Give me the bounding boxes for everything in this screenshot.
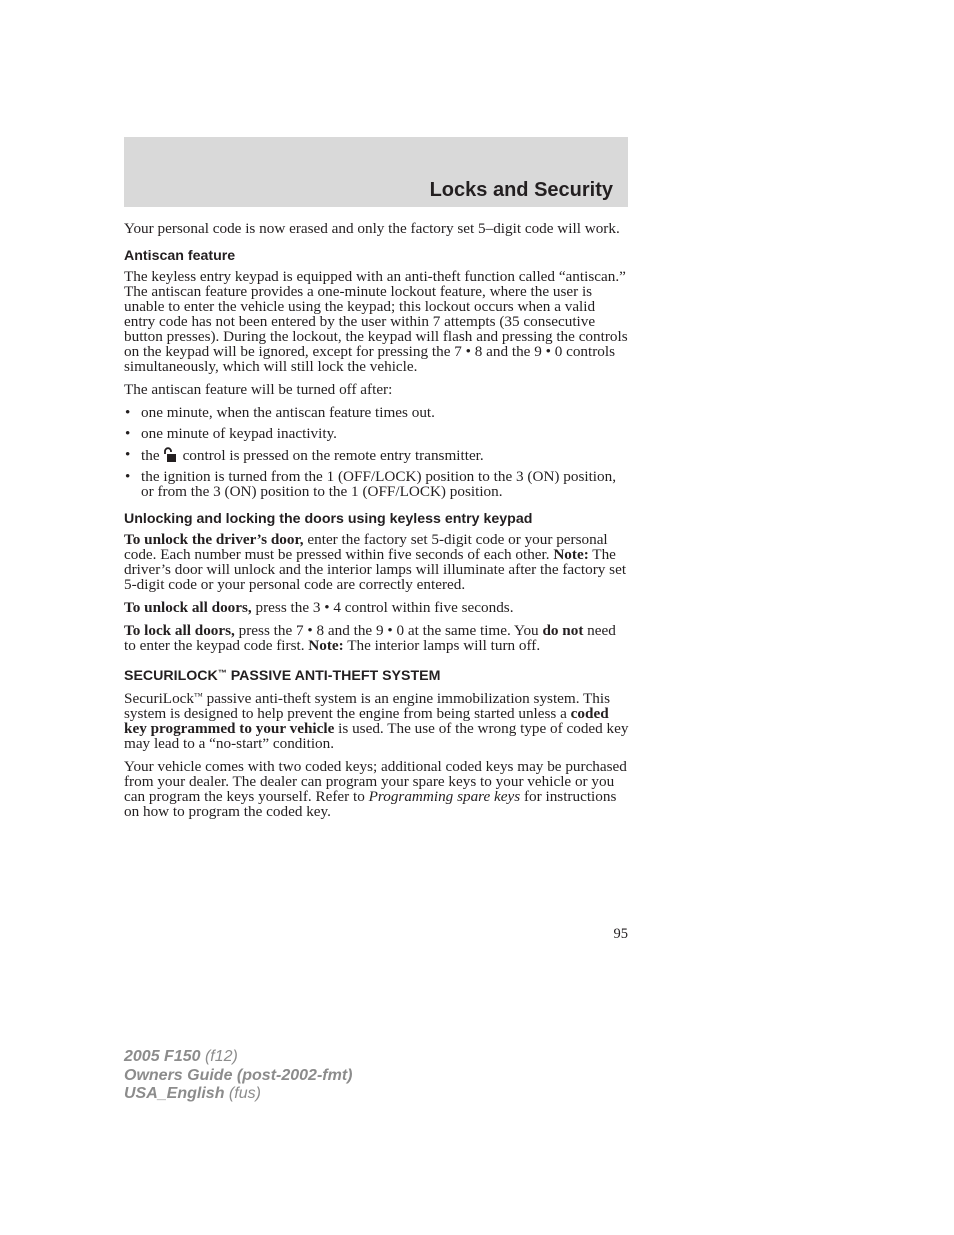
- text: is used. The use of the wrong type of coded key may lead to a “no-start” condition.: [124, 720, 629, 752]
- bullet3-post: control is pressed on the remote entry transmitter.: [182, 447, 484, 464]
- footer-line-1: [124, 1048, 352, 1067]
- section-title: Locks and Security: [429, 179, 613, 201]
- securilock-paragraph-2: [124, 759, 630, 819]
- page-body: [124, 221, 630, 827]
- cross-reference: Programming spare keys: [368, 788, 521, 805]
- text: enter the factory set 5-digit code or your personal code. Each number must be pressed within five seconds of each other.: [124, 531, 608, 563]
- text: Your vehicle comes with two coded keys; additional coded keys may be purchased from your dealer. The dealer can program your spare keys to your vehicle or you can program the keys yourself. Refer to: [124, 758, 627, 805]
- page-number: 95: [613, 926, 628, 942]
- text: USA_English: [124, 1085, 225, 1102]
- unlock-all-paragraph: [124, 600, 630, 615]
- unlock-icon: [162, 447, 177, 463]
- bold-emphasis: do not: [542, 622, 584, 639]
- text: PASSIVE ANTI-THEFT SYSTEM: [226, 668, 441, 684]
- bullet3-pre: the: [141, 447, 160, 464]
- intro-paragraph: Your personal code is now erased and only the factory set 5–digit code will work.: [124, 220, 620, 237]
- text: (f12): [200, 1048, 238, 1065]
- text: press the 3 • 4 control within five seconds.: [251, 599, 514, 616]
- note-label: Note:: [308, 637, 344, 654]
- antiscan-paragraph: The keyless entry keypad is equipped with an anti-theft function called “antiscan.” The antiscan feature provides a one-minute lockout feature, where the user is unable to enter the vehicle using the keypad; this lockout occurs when a valid entry code has not been entered by the user within 7 attempts (35 consecutive button presses). During the lockout, the keypad will flash and pressing the controls on the keypad will be ignored, except for pressing the 7 • 8 and the 9 • 0 controls simultaneously, which will still lock the vehicle.: [124, 268, 628, 375]
- footer-line-2: Owners Guide (post-2002-fmt): [124, 1066, 353, 1084]
- text: press the 7 • 8 and the 9 • 0 at the same time. You: [234, 622, 543, 639]
- trademark-symbol: ™: [194, 691, 203, 701]
- antiscan-heading: Antiscan feature: [124, 248, 236, 264]
- text: The interior lamps will turn off.: [343, 637, 541, 654]
- list-item: • the ignition is turned from the 1 (OFF/LOCK) position to the 3 (ON) position, or from the 3 (ON) position to the 1 (OFF/LOCK) position.: [124, 469, 630, 499]
- footer-line-3: [124, 1085, 352, 1104]
- antiscan-off-list: [124, 405, 630, 499]
- securilock-heading: [124, 665, 630, 685]
- list-item: • one minute, when the antiscan feature times out.: [124, 405, 630, 420]
- trademark-symbol: ™: [217, 668, 227, 678]
- text: need to enter the keypad code first.: [124, 622, 616, 654]
- securilock-paragraph-1: [124, 689, 630, 751]
- list-item: • one minute of keypad inactivity.: [124, 426, 630, 441]
- text: SECURILOCK: [124, 668, 218, 684]
- bold-emphasis: coded key programmed to your vehicle: [124, 705, 609, 737]
- bold-lead: To lock all doors,: [124, 622, 235, 639]
- text: for instructions on how to program the coded key.: [124, 788, 617, 820]
- unlock-driver-paragraph: [124, 532, 630, 592]
- text: 2005 F150: [124, 1048, 201, 1065]
- antiscan-off-intro: The antiscan feature will be turned off after:: [124, 381, 393, 398]
- section-header-band: [124, 137, 628, 207]
- text: (fus): [224, 1085, 261, 1102]
- document-footer: [124, 1048, 352, 1104]
- text: The driver’s door will unlock and the interior lamps will illuminate after the factory set 5-digit code or your personal code are correctly entered.: [124, 546, 627, 593]
- bold-lead: To unlock all doors,: [124, 599, 252, 616]
- text: passive anti-theft system is an engine immobilization system. This system is designed to help prevent the engine from being started unless a: [124, 690, 611, 722]
- keypad-heading: Unlocking and locking the doors using keyless entry keypad: [124, 511, 533, 527]
- list-item: [124, 447, 630, 463]
- lock-all-paragraph: [124, 623, 630, 653]
- text: SecuriLock: [124, 690, 195, 707]
- note-label: Note:: [553, 546, 589, 563]
- bold-lead: To unlock the driver’s door,: [124, 531, 304, 548]
